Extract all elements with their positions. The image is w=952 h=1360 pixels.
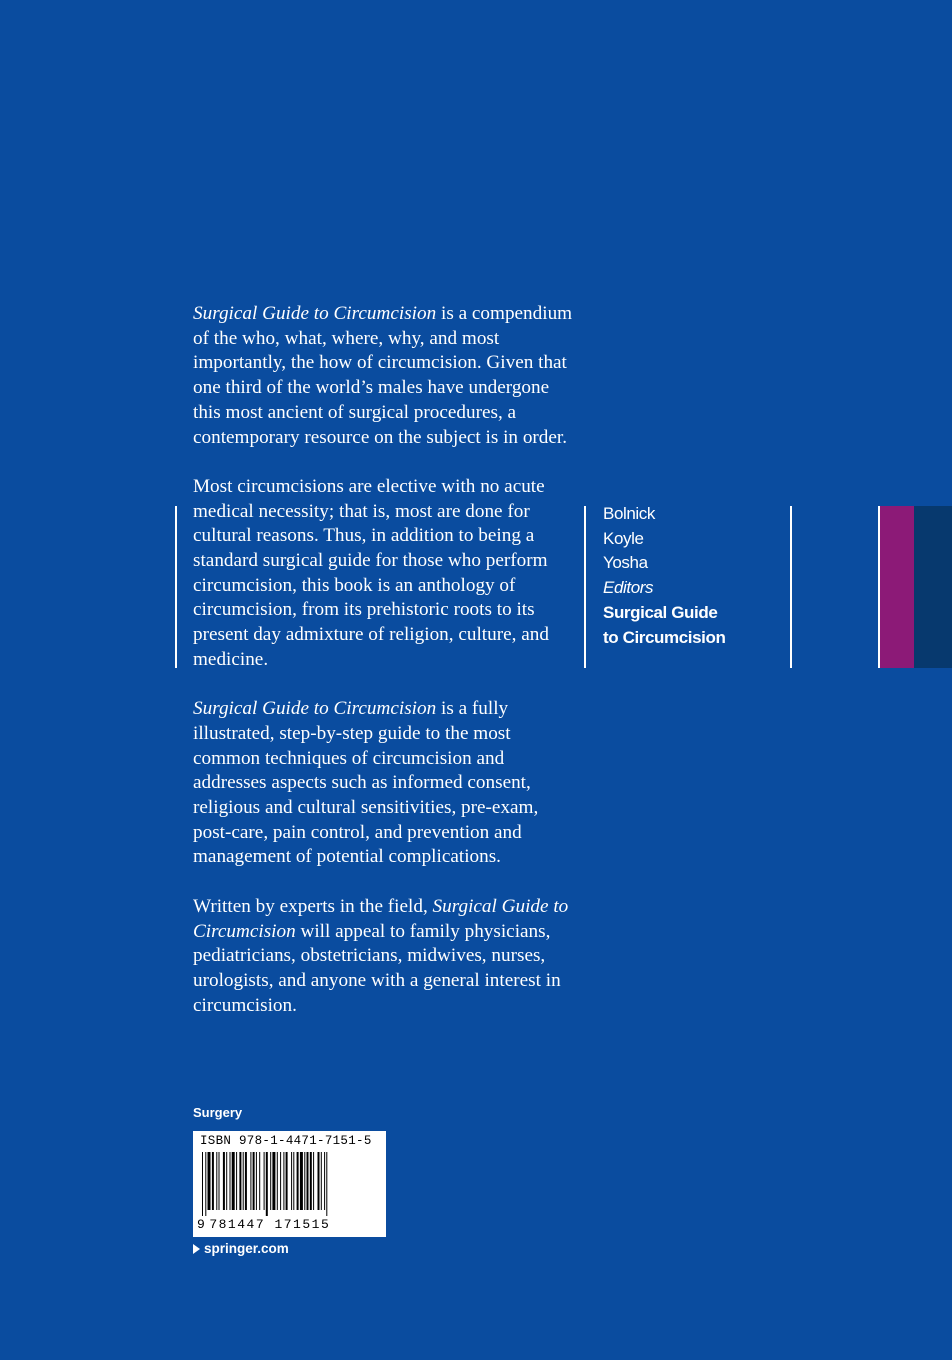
blurb-paragraph-1 [193, 302, 573, 450]
barcode-bar [264, 1152, 265, 1210]
arrow-right-icon [193, 1244, 200, 1254]
navy-color-band [914, 506, 952, 668]
barcode-bar [202, 1152, 203, 1216]
barcode-bar [291, 1152, 292, 1210]
editor-name: Yosha [603, 553, 648, 573]
barcode-bar [304, 1152, 305, 1210]
barcode-bar [313, 1152, 314, 1210]
magenta-color-band [880, 506, 914, 668]
ean-left-group: 781447 [209, 1217, 266, 1232]
barcode-bar [230, 1152, 231, 1210]
barcode-bar [205, 1152, 206, 1216]
book-title-italic: Surgical Guide to Circumcision [193, 895, 569, 942]
spine-title-line-1: Surgical Guide [603, 602, 718, 622]
barcode-bar [256, 1152, 257, 1210]
barcode-bar [318, 1152, 320, 1210]
ean-first-digit: 9 [197, 1217, 207, 1232]
spine-right-rule [790, 506, 792, 668]
blurb-text: Written by experts in the field, [193, 895, 433, 917]
barcode-bar [310, 1152, 312, 1210]
barcode-bar [324, 1152, 325, 1210]
ean-right-group: 171515 [274, 1217, 331, 1232]
barcode-bar [277, 1152, 278, 1210]
barcode-bar [297, 1152, 299, 1210]
spine-left-rule [584, 506, 586, 668]
barcode-bar [321, 1152, 322, 1210]
barcode-bar [283, 1152, 284, 1210]
spine-title-line-2: to Circumcision [603, 627, 726, 647]
blurb-paragraph-4 [193, 895, 573, 1019]
subject-category: Surgery [193, 1105, 243, 1120]
isbn-label: ISBN 978-1-4471-7151-5 [200, 1134, 372, 1148]
barcode-bar [239, 1152, 241, 1210]
editors-role: Editors [603, 578, 654, 598]
barcode-bar [216, 1152, 217, 1210]
barcode-bar [259, 1152, 260, 1210]
barcode-bar [326, 1152, 327, 1216]
barcode-bar [300, 1152, 303, 1210]
back-cover-blurb [193, 302, 573, 1043]
barcode-bar [232, 1152, 235, 1210]
barcode-bar [286, 1152, 288, 1210]
blurb-paragraph-3 [193, 697, 573, 870]
barcode-bar [253, 1152, 255, 1210]
barcode-bar [208, 1152, 211, 1210]
barcode-bar [212, 1152, 214, 1210]
barcode-bar [223, 1152, 225, 1210]
book-title-italic: Surgical Guide to Circumcision [193, 303, 437, 324]
ean-digits [197, 1217, 330, 1232]
spine-label [603, 502, 725, 650]
left-divider-rule [175, 506, 177, 668]
book-title-italic: Surgical Guide to Circumcision [193, 698, 437, 720]
barcode-bar [293, 1152, 294, 1210]
publisher-link[interactable] [193, 1241, 289, 1256]
barcode-bar [280, 1152, 281, 1210]
publisher-url: springer.com [204, 1241, 289, 1256]
barcode-bar [226, 1152, 227, 1210]
isbn-barcode [193, 1131, 386, 1237]
barcode-bar [272, 1152, 275, 1210]
barcode-bar [250, 1152, 251, 1210]
barcode-bars-icon [198, 1152, 381, 1216]
editor-name: Bolnick [603, 504, 656, 523]
barcode-bar [245, 1152, 247, 1210]
editor-name: Koyle [603, 528, 644, 548]
blurb-text: is a compendium of the who, what, where, why, and most importantly, the how of circumcision. Given that one third of the world’s males have undergone this most ancient of surgical procedures, a contemporary resource on the subject is in order. [193, 303, 573, 448]
barcode-bar [219, 1152, 220, 1210]
blurb-text: will appeal to family physicians, pediatricians, obstetricians, midwives, nurses, urologists, and anyone with a general interest in circumcision. [193, 920, 561, 1016]
barcode-bar [270, 1152, 271, 1210]
blurb-text: is a fully illustrated, step-by-step guide to the most common techniques of circumcision and addresses aspects such as informed consent, religious and cultural sensitivities, pre-exam, post-care, pain control, and prevention and management of potential complications. [193, 698, 539, 868]
blurb-paragraph-2: Most circumcisions are elective with no acute medical necessity; that is, most are done for cultural reasons. Thus, in addition to being a standard surgical guide for those who perform circumcision, this book is an anthology of circumcision, from its prehistoric roots to its present day admixture of religion, culture, and medicine. [193, 475, 549, 670]
barcode-bar [236, 1152, 237, 1210]
barcode-bar [266, 1152, 268, 1216]
barcode-bar [307, 1152, 309, 1210]
barcode-bar [243, 1152, 244, 1210]
